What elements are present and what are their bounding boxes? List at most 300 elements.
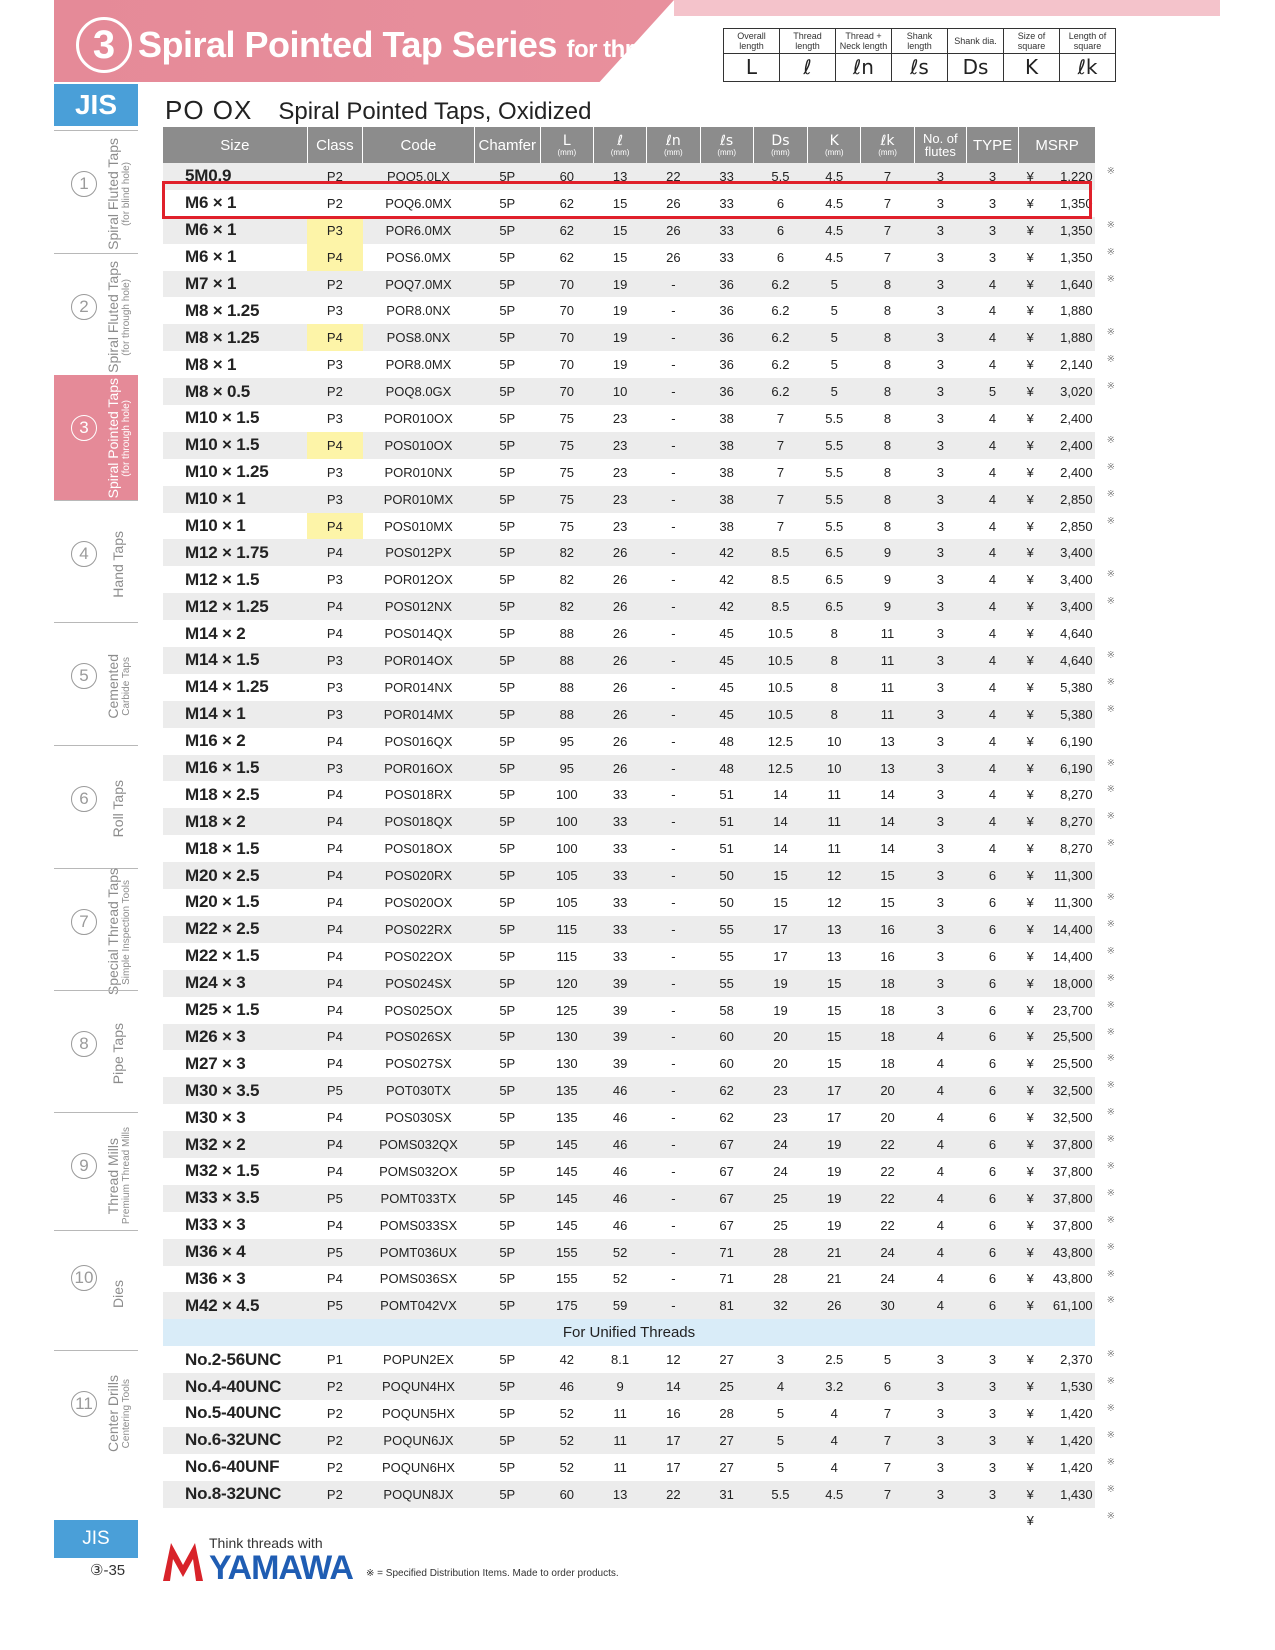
cell-class: P4 [307, 593, 362, 620]
cell-type: 6 [966, 916, 1018, 943]
cell-chamfer: 5P [499, 249, 516, 265]
cell-chamfer: 5P [474, 271, 540, 298]
price-value: 1,220 [1060, 168, 1093, 184]
chapter-number: 7 [71, 909, 97, 935]
cell-size: M14 × 2 [185, 623, 246, 643]
cell-flutes: 3 [914, 378, 966, 405]
cell-flutes: 3 [936, 464, 944, 480]
cell-ln: 17 [666, 1459, 681, 1475]
cell-ln: 14 [647, 1373, 700, 1400]
sidebar-item-1[interactable] [54, 130, 138, 257]
cell-L: 125 [555, 1002, 578, 1018]
cell-flutes: 4 [914, 1185, 966, 1212]
cell-code: POS025OX [384, 1002, 453, 1018]
table-row[interactable] [163, 728, 1095, 755]
cell-Ds: 6 [776, 249, 785, 265]
cell-ls: 60 [700, 1024, 753, 1051]
chapter-number: 10 [71, 1265, 97, 1291]
cell-msrp [1019, 1131, 1116, 1158]
cell-ls: 42 [719, 572, 734, 588]
cell-chamfer: 5P [474, 593, 540, 620]
cell-type: 6 [966, 970, 1018, 997]
cell-type: 6 [988, 894, 997, 910]
cell-flutes [914, 1508, 966, 1535]
table-row[interactable] [163, 217, 1095, 244]
cell-lk: 13 [880, 733, 895, 749]
cell-lk: 18 [861, 1024, 914, 1051]
table-row[interactable] [163, 755, 1095, 782]
cell-code: POS018RX [384, 787, 453, 803]
cell-type: 4 [966, 324, 1018, 351]
table-row[interactable] [163, 566, 1095, 593]
cell-K: 10 [808, 755, 861, 782]
table-row[interactable] [163, 593, 1095, 620]
sidebar-label-line1: Hand Taps [110, 530, 126, 598]
cell-ln: 17 [647, 1427, 700, 1454]
cell-L [540, 1508, 593, 1535]
table-row[interactable] [163, 324, 1095, 351]
price-value: 37,800 [1052, 1163, 1093, 1179]
cell-K: 8 [808, 701, 861, 728]
cell-flutes: 3 [914, 1481, 966, 1508]
cell-ln: 12 [666, 1352, 681, 1368]
cell-K: 5 [830, 357, 838, 373]
cell-lk: 7 [883, 1405, 892, 1421]
currency-symbol: ¥ [1026, 1379, 1034, 1395]
cell-size: 5M0.9 [163, 163, 307, 190]
distribution-mark: ※ [1106, 1295, 1116, 1307]
cell-lk: 7 [861, 163, 914, 190]
cell-l: 15 [593, 217, 646, 244]
price-value: 3,020 [1060, 384, 1093, 400]
table-row[interactable] [163, 1481, 1095, 1508]
cell-K: 13 [827, 948, 842, 964]
table-row[interactable] [163, 1158, 1095, 1185]
cell-ls: 67 [719, 1163, 734, 1179]
table-row[interactable] [163, 1508, 1095, 1535]
table-row[interactable] [163, 1373, 1095, 1400]
cell-Ds: 5 [776, 1405, 785, 1421]
cell-msrp [1019, 432, 1116, 459]
currency-symbol: ¥ [1026, 787, 1034, 803]
cell-lk: 11 [861, 701, 914, 728]
cell-lk: 16 [861, 916, 914, 943]
sidebar-item-6[interactable] [54, 745, 138, 872]
cell-msrp [1019, 1292, 1116, 1319]
cell-class: P4 [326, 787, 343, 803]
cell-type: 4 [988, 410, 997, 426]
cell-size: M12 × 1.75 [163, 539, 307, 566]
table-row[interactable] [163, 1050, 1095, 1077]
cell-ln: - [647, 1239, 700, 1266]
cell-l: 9 [593, 1373, 646, 1400]
table-row[interactable] [163, 459, 1095, 486]
cell-L: 46 [540, 1373, 593, 1400]
sidebar-label [100, 750, 136, 868]
cell-Ds: 6 [753, 217, 807, 244]
table-row[interactable] [163, 271, 1095, 298]
table-row[interactable] [163, 970, 1095, 997]
cell-L: 42 [559, 1352, 575, 1368]
price-value: 4,640 [1060, 626, 1093, 642]
table-row[interactable] [163, 1239, 1095, 1266]
table-row[interactable] [163, 781, 1095, 808]
sidebar-item-8[interactable] [54, 990, 138, 1117]
cell-flutes: 3 [914, 862, 966, 889]
sidebar-label-line2: Carbide Taps [120, 656, 132, 716]
price-value: 32,500 [1052, 1083, 1093, 1099]
table-row[interactable] [163, 513, 1095, 540]
cell-code: POS8.0NX [363, 324, 475, 351]
sidebar-label-line1: Spiral Fluted Taps [104, 261, 121, 373]
cell-type: 3 [988, 1352, 997, 1368]
table-row[interactable] [163, 1454, 1095, 1481]
table-row[interactable] [163, 889, 1095, 916]
table-row[interactable] [163, 1292, 1095, 1319]
table-row[interactable] [163, 405, 1095, 432]
cell-class: P4 [307, 324, 362, 351]
currency-symbol: ¥ [1026, 1459, 1034, 1475]
table-row[interactable] [163, 620, 1095, 647]
cell-msrp [1019, 781, 1116, 808]
cell-class [307, 1508, 362, 1535]
currency-symbol: ¥ [1026, 1163, 1034, 1179]
table-row[interactable] [163, 486, 1095, 513]
sidebar-label [100, 1235, 136, 1353]
cell-Ds: 4 [753, 1373, 807, 1400]
cell-size: M18 × 2.5 [185, 784, 260, 804]
table-row[interactable] [163, 1346, 1095, 1373]
distribution-mark: ※ [1106, 757, 1116, 769]
cell-lk: 11 [861, 647, 914, 674]
table-row[interactable] [163, 539, 1095, 566]
cell-L: 95 [540, 755, 593, 782]
cell-ls: 45 [700, 701, 753, 728]
cell-msrp [1019, 1104, 1116, 1131]
distribution-mark: ※ [1106, 1456, 1116, 1468]
cell-lk: 14 [880, 841, 895, 857]
cell-type: 3 [966, 1373, 1018, 1400]
distribution-mark: ※ [1106, 811, 1116, 823]
cell-code: POR014OX [363, 647, 475, 674]
cell-msrp [1019, 405, 1095, 432]
table-row[interactable] [163, 1400, 1095, 1427]
sidebar-item-2[interactable] [54, 253, 138, 380]
cell-l: 39 [612, 1002, 628, 1018]
price-value: 2,370 [1060, 1352, 1093, 1368]
cell-code: POR014NX [384, 679, 453, 695]
table-row[interactable] [163, 351, 1095, 378]
cell-size: M20 × 2.5 [163, 862, 307, 889]
table-row[interactable] [163, 862, 1095, 889]
sidebar-item-10[interactable] [54, 1230, 138, 1357]
cell-lk: 7 [883, 195, 892, 211]
cell-size [163, 1508, 307, 1535]
cell-l: 23 [593, 486, 646, 513]
cell-code: POMS032QX [363, 1131, 475, 1158]
cell-size: M12 × 1.25 [163, 593, 307, 620]
currency-symbol: ¥ [1026, 1244, 1034, 1260]
cell-Ds: 24 [753, 1131, 807, 1158]
cell-l: 26 [612, 572, 628, 588]
cell-class: P1 [326, 1352, 343, 1368]
cell-lk: 8 [861, 271, 914, 298]
dimension-legend [723, 28, 1116, 82]
currency-symbol: ¥ [1026, 357, 1034, 373]
table-row[interactable] [163, 1077, 1095, 1104]
cell-class: P3 [307, 217, 362, 244]
cell-l: 33 [593, 916, 646, 943]
chapter-number: 4 [71, 541, 97, 567]
currency-symbol: ¥ [1026, 1298, 1034, 1314]
currency-symbol: ¥ [1026, 518, 1034, 534]
currency-symbol: ¥ [1026, 1002, 1034, 1018]
cell-class: P5 [307, 1185, 362, 1212]
cell-flutes: 4 [936, 1217, 944, 1233]
cell-flutes: 3 [936, 1002, 944, 1018]
legend-cell [891, 29, 947, 81]
cell-ln: - [647, 970, 700, 997]
cell-K: 11 [808, 808, 861, 835]
cell-class: P4 [326, 1002, 343, 1018]
sidebar-item-7[interactable] [54, 868, 138, 995]
cell-class: P4 [307, 513, 362, 540]
cell-K: 4 [830, 1405, 838, 1421]
legend-symbol: ℓk [1077, 55, 1098, 79]
cell-code: POS026SX [363, 1024, 475, 1051]
table-row[interactable] [163, 1266, 1095, 1293]
cell-l: 26 [612, 679, 628, 695]
cell-flutes: 4 [914, 1024, 966, 1051]
cell-K: 15 [808, 970, 861, 997]
cell-type: 6 [966, 1292, 1018, 1319]
cell-L: 82 [540, 539, 593, 566]
cell-code: POQ5.0LX [363, 163, 475, 190]
cell-code: POQUN6HX [381, 1459, 455, 1475]
cell-type: 3 [988, 1405, 997, 1421]
cell-flutes: 4 [914, 1077, 966, 1104]
cell-chamfer: 5P [474, 916, 540, 943]
cell-type: 4 [988, 841, 997, 857]
price-value: 43,800 [1052, 1244, 1093, 1260]
cell-class: P2 [307, 271, 362, 298]
cell-type: 4 [966, 486, 1018, 513]
sidebar-item-5[interactable] [54, 622, 138, 749]
cell-ls: 50 [700, 862, 753, 889]
cell-ln: - [647, 271, 700, 298]
price-value: 1,350 [1060, 249, 1093, 265]
cell-code: POR012OX [384, 572, 453, 588]
cell-L: 120 [540, 970, 593, 997]
cell-size: M30 × 3.5 [163, 1077, 307, 1104]
cell-size: M14 × 1 [163, 701, 307, 728]
cell-msrp [1019, 1239, 1116, 1266]
sidebar-item-3[interactable] [54, 375, 138, 501]
cell-code: POMT036UX [363, 1239, 475, 1266]
table-header-row [163, 127, 1095, 163]
legend-cell [779, 29, 835, 81]
cell-L: 145 [555, 1217, 578, 1233]
cell-size: M22 × 1.5 [185, 946, 260, 966]
cell-Ds: 28 [753, 1239, 807, 1266]
cell-K: 11 [827, 787, 842, 803]
cell-ln: - [647, 1024, 700, 1051]
distribution-mark: ※ [1106, 784, 1116, 796]
cell-ln: - [647, 1292, 700, 1319]
cell-size: No.8-32UNC [163, 1481, 307, 1508]
cell-flutes: 3 [914, 755, 966, 782]
currency-symbol: ¥ [1026, 599, 1034, 615]
cell-K: 5.5 [808, 486, 861, 513]
cell-flutes: 4 [914, 1239, 966, 1266]
cell-chamfer: 5P [474, 1427, 540, 1454]
cell-chamfer: 5P [474, 1131, 540, 1158]
cell-Ds: 7 [776, 410, 785, 426]
cell-chamfer: 5P [499, 679, 516, 695]
cell-msrp [1019, 1454, 1116, 1481]
cell-chamfer: 5P [499, 1163, 516, 1179]
cell-msrp [1019, 1266, 1116, 1293]
table-row[interactable] [163, 297, 1095, 324]
cell-l [593, 1508, 646, 1535]
currency-symbol: ¥ [1026, 948, 1034, 964]
sidebar-item-9[interactable] [54, 1112, 138, 1239]
cell-chamfer: 5P [474, 217, 540, 244]
cell-chamfer: 5P [499, 1217, 516, 1233]
table-row[interactable] [163, 835, 1095, 862]
cell-ln: - [647, 1185, 700, 1212]
table-row[interactable] [163, 943, 1095, 970]
cell-ls: 36 [700, 271, 753, 298]
cell-lk: 8 [883, 410, 892, 426]
cell-msrp [1019, 378, 1116, 405]
table-row[interactable] [163, 916, 1095, 943]
cell-size: M32 × 1.5 [185, 1161, 260, 1181]
cell-type: 3 [988, 1459, 997, 1475]
cell-class: P2 [326, 1459, 343, 1475]
sidebar-item-4[interactable] [54, 500, 138, 627]
cell-chamfer: 5P [474, 1024, 540, 1051]
table-row[interactable] [163, 1212, 1095, 1239]
table-row[interactable] [163, 808, 1095, 835]
cell-class: P4 [307, 244, 362, 271]
cell-flutes: 3 [936, 195, 944, 211]
cell-lk: 8 [861, 486, 914, 513]
cell-size: M22 × 2.5 [163, 916, 307, 943]
cell-ls: 38 [719, 410, 734, 426]
cell-Ds: 28 [773, 1271, 788, 1287]
cell-K: 10 [827, 733, 842, 749]
cell-lk [861, 1508, 914, 1535]
cell-ln: - [671, 1217, 676, 1233]
table-row[interactable] [163, 997, 1095, 1024]
cell-ln: 16 [666, 1405, 681, 1421]
cell-L: 52 [559, 1405, 575, 1421]
table-row[interactable] [163, 244, 1095, 271]
sidebar-item-11[interactable] [54, 1350, 138, 1477]
cell-L: 145 [540, 1131, 593, 1158]
cell-ls: 58 [719, 1002, 734, 1018]
cell-K: 6.5 [825, 572, 844, 588]
table-row[interactable] [163, 432, 1095, 459]
cell-size: M16 × 1.5 [163, 755, 307, 782]
cell-flutes: 3 [936, 572, 944, 588]
cell-lk: 15 [861, 862, 914, 889]
cell-L: 70 [540, 324, 593, 351]
currency-symbol: ¥ [1026, 921, 1034, 937]
cell-type: 4 [988, 733, 997, 749]
cell-size: M10 × 1 [185, 516, 246, 536]
cell-msrp [1019, 539, 1095, 566]
table-row[interactable] [163, 1427, 1095, 1454]
cell-chamfer: 5P [499, 195, 516, 211]
table-row[interactable] [163, 1131, 1095, 1158]
cell-ln: - [647, 862, 700, 889]
table-row[interactable] [163, 378, 1095, 405]
distribution-mark: ※ [1106, 1429, 1116, 1441]
price-value: 3,400 [1060, 545, 1093, 561]
cell-code: POQUN5HX [381, 1405, 455, 1421]
cell-size: M10 × 1.5 [185, 408, 260, 428]
cell-type: 3 [988, 195, 997, 211]
cell-L: 52 [540, 1427, 593, 1454]
cell-L: 70 [540, 271, 593, 298]
cell-size: M14 × 1.25 [185, 677, 269, 697]
legend-cell [1003, 29, 1059, 81]
currency-symbol: ¥ [1026, 1083, 1034, 1099]
col-chamfer: Chamfer [474, 127, 540, 163]
cell-type: 4 [988, 464, 997, 480]
cell-chamfer: 5P [499, 841, 516, 857]
cell-type: 4 [988, 679, 997, 695]
sidebar-label [100, 379, 136, 497]
cell-L: 75 [559, 464, 575, 480]
cell-type: 3 [966, 217, 1018, 244]
price-value: 37,800 [1052, 1217, 1093, 1233]
cell-K: 6.5 [808, 593, 861, 620]
cell-chamfer: 5P [499, 357, 516, 373]
currency-symbol: ¥ [1026, 1056, 1034, 1072]
cell-chamfer: 5P [474, 1373, 540, 1400]
cell-L: 60 [540, 1481, 593, 1508]
cell-lk: 8 [861, 432, 914, 459]
distribution-mark: ※ [1106, 434, 1116, 446]
table-row[interactable] [163, 1104, 1095, 1131]
cell-msrp [1019, 835, 1116, 862]
cell-class: P5 [307, 1077, 362, 1104]
cell-type: 3 [966, 163, 1018, 190]
cell-l: 11 [613, 1405, 627, 1421]
cell-size: M10 × 1.5 [163, 432, 307, 459]
cell-ln [647, 1508, 700, 1535]
cell-flutes: 3 [914, 486, 966, 513]
cell-ls: 27 [700, 1427, 753, 1454]
table-row[interactable] [163, 1024, 1095, 1051]
cell-flutes: 4 [936, 1271, 944, 1287]
cell-class: P3 [326, 679, 343, 695]
table-row[interactable] [163, 1185, 1095, 1212]
cell-code: POR010NX [384, 464, 453, 480]
distribution-mark: ※ [1106, 381, 1116, 393]
chapter-number: 1 [71, 171, 97, 197]
cell-flutes: 4 [936, 1110, 944, 1126]
cell-ls: 42 [700, 539, 753, 566]
price-value: 11,300 [1053, 894, 1093, 910]
table-row[interactable] [163, 647, 1095, 674]
cell-class: P4 [326, 948, 343, 964]
table-row[interactable] [163, 701, 1095, 728]
table-row[interactable] [163, 674, 1095, 701]
